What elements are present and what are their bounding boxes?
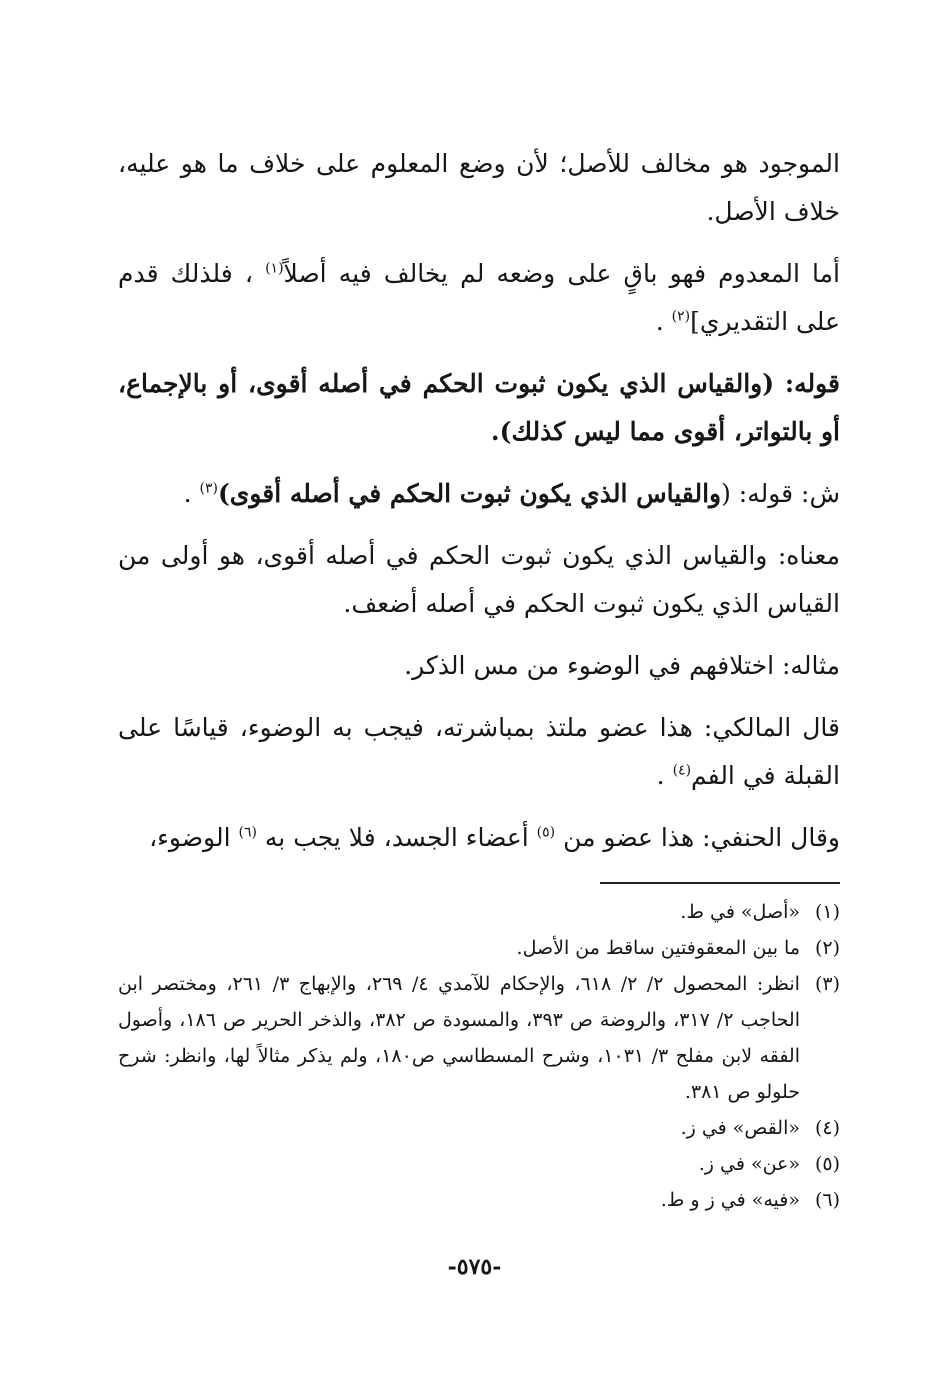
paragraph-4-end: . <box>183 479 192 508</box>
footnote-text: «عن» في ز. <box>698 1153 800 1175</box>
footnote-number: (٤) <box>814 1117 840 1139</box>
footnote-text: «فيه» في ز و ط. <box>660 1189 800 1211</box>
paragraph-4-close: ) <box>217 479 230 508</box>
footnote-item <box>118 894 840 930</box>
page-number: -٥٧٥- <box>447 1254 502 1280</box>
paragraph-4 <box>118 470 840 518</box>
paragraph-2 <box>118 250 840 346</box>
footnote-text: انظر: المحصول ٢/ ٢/ ٦١٨، والإحكام للآمدي ٤/ ٢٦٩، والإبهاج ٣/ ٢٦١، ومختصر ابن الحاجب ٢/ ٣١٧، والروضة ص ٣٩٣، والمسودة ص ٣٨٢، والذخر الحرير ص ١٨٦، وأصول الفقه لابن مفلح ٣/ ١٠٣١، وشرح المسطاسي ص١٨٠، ولم يذكر مثالاً لها، وانظر: شرح حلولو ص ٣٨١. <box>118 973 800 1103</box>
paragraph-6: مثاله: اختلافهم في الوضوء من مس الذكر. <box>404 651 840 680</box>
footnote-separator <box>600 882 840 884</box>
paragraph-8-text-b: أعضاء الجسد، فلا يجب به <box>264 823 529 852</box>
paragraph-7-text: قال المالكي: هذا عضو ملتذ بمباشرته، فيجب به الوضوء، قياسًا على القبلة في الفم <box>118 713 840 790</box>
footnote-item <box>118 930 840 966</box>
footnote-item <box>118 966 840 1110</box>
paragraph-2-text-b: ، فلذلك قدم على التقديري] <box>118 259 840 336</box>
paragraph-4-bold: والقياس الذي يكون ثبوت الحكم في أصله أقوى <box>229 479 722 508</box>
footnote-ref-1[interactable]: (١) <box>265 260 284 277</box>
footnote-text: ما بين المعقوفتين ساقط من الأصل. <box>516 937 800 959</box>
footnote-ref-6[interactable]: (٦) <box>238 824 257 841</box>
paragraph-7 <box>118 704 840 800</box>
page-body <box>118 140 840 1218</box>
footnote-text: «القص» في ز. <box>680 1117 800 1139</box>
footnote-text: «أصل» في ط. <box>680 901 800 923</box>
footnote-ref-4[interactable]: (٤) <box>672 762 692 779</box>
footnote-item <box>118 1146 840 1182</box>
footnote-number: (٣) <box>814 973 840 995</box>
paragraph-8-text-a: وقال الحنفي: هذا عضو من <box>563 823 840 852</box>
footnotes <box>118 894 840 1218</box>
paragraph-7-end: . <box>656 761 665 790</box>
footnote-number: (١) <box>814 901 840 923</box>
footnote-item <box>118 1110 840 1146</box>
paragraph-8 <box>118 814 840 862</box>
footnote-ref-3[interactable]: (٣) <box>199 480 218 497</box>
paragraph-1: الموجود هو مخالف للأصل؛ لأن وضع المعلوم على خلاف ما هو عليه، خلاف الأصل. <box>118 149 840 226</box>
footnote-ref-2[interactable]: (٢) <box>671 308 691 325</box>
paragraph-5: معناه: والقياس الذي يكون ثبوت الحكم في أصله أقوى، هو أولى من القياس الذي يكون ثبوت الحكم في أصله أضعف. <box>118 541 840 618</box>
footnote-number: (٥) <box>814 1153 840 1175</box>
paragraph-2-text-a: أما المعدوم فهو باقٍ على وضعه لم يخالف فيه أصلاً <box>283 259 840 288</box>
paragraph-4-prefix: ش: قوله: ( <box>721 479 840 508</box>
footnote-number: (٢) <box>814 937 840 959</box>
paragraph-3-quote: قوله: (والقياس الذي يكون ثبوت الحكم في أصله أقوى، أو بالإجماع، أو بالتواتر، أقوى مما ليس كذلك). <box>118 369 841 446</box>
footnote-item <box>118 1182 840 1218</box>
footnote-ref-5[interactable]: (٥) <box>536 824 556 841</box>
footnote-number: (٦) <box>814 1189 840 1211</box>
paragraph-2-end: . <box>655 307 664 336</box>
paragraph-8-text-c: الوضوء، <box>149 823 231 852</box>
